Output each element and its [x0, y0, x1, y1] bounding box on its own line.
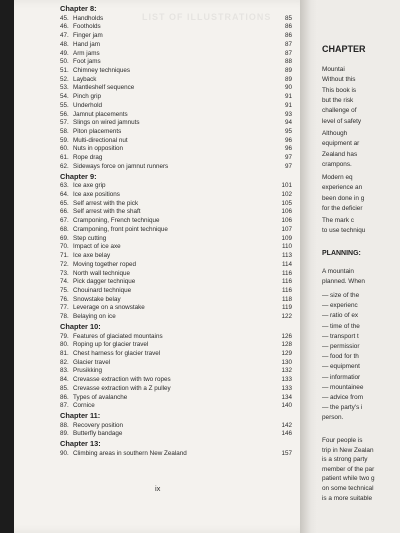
illustration-entry — [60, 402, 292, 411]
illustration-number: 61. — [60, 154, 69, 162]
illustration-entry — [60, 252, 292, 261]
illustration-page: 146 — [281, 430, 292, 438]
illustration-entry — [60, 385, 292, 394]
illustration-number: 53. — [60, 84, 69, 92]
illustration-entry — [60, 182, 292, 191]
illustration-number: 80. — [60, 341, 69, 349]
illustration-page: 129 — [281, 349, 292, 357]
illustration-title: Leverage on a snowstake — [73, 304, 145, 312]
illustration-number: 76. — [60, 295, 69, 303]
illustration-title: Layback — [73, 75, 97, 83]
illustration-entry — [60, 102, 292, 111]
illustration-page: 95 — [284, 128, 292, 136]
illustration-entry — [60, 208, 292, 217]
illustration-title: Snowstake belay — [73, 295, 121, 303]
body-text-line: Four people is — [322, 437, 363, 444]
illustration-title: Crevasse extraction with a Z pulley — [73, 384, 171, 392]
illustration-entry — [60, 23, 292, 32]
illustration-number: 69. — [60, 234, 69, 242]
body-text-line: trip in New Zealan — [322, 446, 374, 454]
illustration-number: 62. — [60, 162, 69, 170]
illustration-entry — [60, 422, 292, 431]
illustration-number: 49. — [60, 49, 69, 57]
illustration-number: 82. — [60, 358, 69, 366]
illustration-number: 67. — [60, 217, 69, 225]
illustration-title: Self arrest with the pick — [73, 199, 139, 207]
illustration-number: 83. — [60, 367, 69, 375]
illustration-number: 88. — [60, 421, 69, 429]
illustration-entry — [60, 430, 292, 439]
body-text-line: level of safety — [322, 117, 362, 125]
body-text-line: experience an — [322, 184, 363, 192]
illustration-entry — [60, 243, 292, 252]
list-item: — experienc — [322, 302, 358, 310]
body-text-line: Modern eq — [322, 174, 353, 181]
body-text-line: is a strong party — [322, 456, 368, 464]
illustration-title: Features of glaciated mountains — [73, 332, 163, 340]
illustration-entry — [60, 137, 292, 146]
illustration-title: Prusikking — [73, 367, 103, 375]
body-text-line: challenge of — [322, 107, 357, 115]
illustration-entry — [60, 191, 292, 200]
body-text-line: planned. When — [322, 278, 365, 286]
illustration-title: Sideways force on jamnut runners — [73, 162, 169, 170]
illustration-page: 86 — [284, 23, 292, 31]
book-gutter — [300, 0, 318, 533]
illustration-page: 110 — [281, 243, 292, 251]
illustration-title: Cramponing, French technique — [73, 217, 160, 225]
list-item: — mountainee — [322, 383, 364, 391]
illustration-title: Chouinard technique — [73, 286, 132, 294]
illustration-title: Climbing areas in southern New Zealand — [73, 449, 187, 457]
illustration-page: 134 — [281, 393, 292, 401]
illustration-page: 114 — [281, 260, 292, 268]
illustration-title: Recovery position — [73, 421, 124, 429]
illustration-entry — [60, 217, 292, 226]
illustration-number: 56. — [60, 110, 69, 118]
illustration-page: 142 — [281, 421, 292, 429]
list-item: — size of the — [322, 292, 360, 299]
illustration-entry — [60, 128, 292, 137]
illustration-number: 51. — [60, 67, 69, 74]
illustration-title: Belaying on ice — [73, 313, 116, 321]
illustration-page: 113 — [281, 252, 292, 260]
list-item: — ratio of ex — [322, 312, 359, 320]
illustration-title: Butterfly bandage — [73, 430, 123, 438]
illustration-page: 90 — [284, 84, 292, 92]
illustration-number: 79. — [60, 332, 69, 340]
illustration-page: 118 — [281, 295, 292, 303]
illustration-number: 68. — [60, 225, 69, 233]
illustration-number: 45. — [60, 14, 69, 22]
body-text-line: on some technical — [322, 485, 374, 492]
illustration-entry — [60, 376, 292, 385]
illustration-page: 109 — [281, 234, 292, 242]
illustration-page: 91 — [284, 93, 292, 101]
illustration-entry — [60, 296, 292, 305]
body-text-line: equipment ar — [322, 140, 360, 148]
illustration-title: Step cutting — [73, 234, 107, 242]
illustration-entry — [60, 359, 292, 368]
illustration-page: 97 — [284, 162, 292, 170]
illustration-entry — [60, 41, 292, 50]
illustration-entry — [60, 394, 292, 403]
body-text-line: but the risk — [322, 96, 354, 104]
illustration-entry — [60, 145, 292, 154]
illustration-entry — [60, 15, 292, 24]
illustration-entry — [60, 67, 292, 76]
illustration-page: 107 — [281, 225, 292, 233]
illustration-page: 157 — [281, 449, 292, 457]
illustration-page: 87 — [284, 49, 292, 57]
illustration-number: 87. — [60, 402, 69, 410]
body-text-line: This book is — [322, 86, 357, 94]
illustration-entry — [60, 84, 292, 93]
illustration-number: 89. — [60, 430, 69, 438]
illustration-entry — [60, 341, 292, 350]
illustration-entry — [60, 261, 292, 270]
illustration-page: 116 — [281, 278, 292, 286]
illustration-title: Jamnut placements — [73, 110, 128, 118]
illustration-page: 101 — [281, 182, 292, 190]
illustration-title: Hand jam — [73, 40, 100, 48]
illustration-title: Slings on wired jamnuts — [73, 119, 140, 127]
illustration-page: 122 — [281, 313, 292, 321]
illustration-entry — [60, 58, 292, 67]
list-item: — informatior — [322, 373, 361, 381]
body-text-line: Without this — [322, 76, 356, 84]
illustration-title: Ice axe grip — [73, 182, 106, 190]
illustration-title: Finger jam — [73, 32, 103, 40]
illustration-page: 116 — [281, 286, 292, 294]
chapter-heading: CHAPTER — [322, 44, 366, 54]
illustration-number: 55. — [60, 101, 69, 109]
illustration-entry — [60, 235, 292, 244]
illustration-title: North wall technique — [73, 269, 131, 277]
chapter-heading: Chapter 8: — [60, 4, 97, 13]
illustration-entry — [60, 154, 292, 163]
illustration-title: Glacier travel — [73, 358, 111, 366]
illustration-page: 105 — [281, 199, 292, 207]
list-item: — transport t — [322, 332, 359, 340]
illustration-title: Piton placements — [73, 128, 122, 136]
illustration-page: 132 — [281, 367, 292, 375]
illustration-number: 48. — [60, 40, 69, 48]
list-of-illustrations — [60, 4, 292, 459]
illustration-page: 88 — [284, 58, 292, 66]
body-text-line: patient while two g — [322, 475, 375, 483]
body-text-line: crampons. — [322, 160, 352, 168]
list-item: — advice from — [322, 394, 364, 401]
illustration-page: 86 — [284, 32, 292, 40]
body-text-line: A mountain — [322, 268, 354, 275]
illustration-entry — [60, 367, 292, 376]
illustration-title: Arm jams — [73, 49, 100, 57]
illustration-page: 140 — [281, 402, 292, 410]
illustration-title: Footholds — [73, 23, 101, 31]
illustration-number: 60. — [60, 145, 69, 153]
illustration-page: 93 — [284, 110, 292, 118]
illustration-entry — [60, 278, 292, 287]
illustration-page: 96 — [284, 145, 292, 153]
illustration-title: Moving together roped — [73, 260, 137, 268]
illustration-entry — [60, 200, 292, 209]
illustration-number: 59. — [60, 136, 69, 144]
illustration-number: 84. — [60, 376, 69, 384]
body-text-line: is a more suitable — [322, 494, 373, 502]
illustration-title: Chest harness for glacier travel — [73, 349, 161, 357]
illustration-page: 91 — [284, 101, 292, 109]
section-subheading: PLANNING: — [322, 250, 361, 257]
body-text-line: been done in g — [322, 194, 365, 202]
illustration-number: 50. — [60, 58, 69, 66]
list-item: — time of the — [322, 322, 360, 330]
illustration-page: 102 — [281, 191, 292, 199]
illustration-number: 47. — [60, 32, 69, 40]
illustration-title: Crevasse extraction with two ropes — [73, 376, 171, 384]
illustration-title: Ice axe positions — [73, 191, 120, 199]
illustration-title: Mantleshelf sequence — [73, 84, 135, 92]
illustration-title: Chimney techniques — [73, 67, 131, 74]
illustration-title: Rope drag — [73, 154, 103, 162]
right-page — [318, 0, 400, 533]
page-number: ix — [155, 484, 161, 493]
illustration-number: 86. — [60, 393, 69, 401]
illustration-number: 81. — [60, 349, 69, 357]
list-item: person. — [322, 414, 344, 422]
ghost-heading: LIST OF ILLUSTRATIONS — [142, 12, 272, 22]
chapter-heading: Chapter 9: — [60, 171, 97, 181]
left-page — [14, 0, 314, 533]
illustration-number: 65. — [60, 199, 69, 207]
illustration-page: 133 — [281, 376, 292, 384]
illustration-number: 52. — [60, 75, 69, 83]
list-item: — the party's i — [322, 404, 363, 412]
illustration-page: 89 — [284, 75, 292, 83]
illustration-title: Multi-directional nut — [73, 136, 128, 144]
illustration-number: 70. — [60, 243, 69, 251]
illustration-number: 58. — [60, 128, 69, 136]
illustration-number: 90. — [60, 449, 69, 457]
illustration-entry — [60, 76, 292, 85]
illustration-page: 119 — [281, 304, 292, 312]
illustration-title: Impact of ice axe — [73, 243, 121, 251]
illustration-title: Roping up for glacier travel — [73, 341, 149, 349]
illustration-entry — [60, 287, 292, 296]
illustration-number: 74. — [60, 278, 69, 286]
illustration-entry — [60, 93, 292, 102]
illustration-number: 77. — [60, 304, 69, 312]
illustration-number: 71. — [60, 252, 69, 260]
illustration-entry — [60, 32, 292, 41]
illustration-number: 73. — [60, 269, 69, 277]
illustration-title: Pick dagger technique — [73, 278, 136, 286]
illustration-number: 54. — [60, 93, 69, 101]
illustration-title: Nuts in opposition — [73, 145, 124, 153]
illustration-entry — [60, 119, 292, 128]
illustration-entry — [60, 450, 292, 459]
body-text-line: for the deficier — [322, 204, 363, 212]
body-text-line: The mark c — [322, 217, 354, 224]
illustration-page: 128 — [281, 341, 292, 349]
illustration-entry — [60, 50, 292, 59]
illustration-entry — [60, 163, 292, 172]
illustration-number: 63. — [60, 182, 69, 190]
illustration-title: Self arrest with the shaft — [73, 208, 141, 216]
illustration-number: 85. — [60, 384, 69, 392]
illustration-title: Cramponing, front point technique — [73, 225, 168, 233]
illustration-title: Cornice — [73, 402, 95, 410]
illustration-title: Pinch grip — [73, 93, 102, 101]
illustration-entry — [60, 350, 292, 359]
illustration-page: 106 — [281, 217, 292, 225]
list-item: — food for th — [322, 353, 359, 361]
illustration-page: 116 — [281, 269, 292, 277]
illustration-page: 94 — [284, 119, 292, 127]
illustration-entry — [60, 270, 292, 279]
illustration-page: 96 — [284, 136, 292, 144]
illustration-entry — [60, 111, 292, 120]
illustration-page: 97 — [284, 154, 292, 162]
illustration-page: 106 — [281, 208, 292, 216]
body-text-line: Mountai — [322, 66, 345, 73]
list-item: — equipment — [322, 363, 360, 371]
illustration-page: 133 — [281, 384, 292, 392]
list-item: — permissior — [322, 343, 360, 350]
illustration-entry — [60, 313, 292, 322]
illustration-number: 66. — [60, 208, 69, 216]
illustration-title: Types of avalanche — [73, 393, 128, 401]
illustration-page: 126 — [281, 332, 292, 340]
illustration-number: 64. — [60, 191, 69, 199]
chapter-heading: Chapter 11: — [60, 410, 101, 420]
illustration-number: 75. — [60, 286, 69, 294]
illustration-page: 85 — [284, 14, 292, 22]
illustration-page: 87 — [284, 40, 292, 48]
body-text-line: Although — [322, 130, 348, 137]
illustration-title: Foot jams — [73, 58, 101, 66]
illustration-title: Ice axe belay — [73, 252, 111, 260]
body-text-line: member of the par — [322, 465, 375, 473]
illustration-title: Underhold — [73, 101, 103, 109]
chapter-heading: Chapter 13: — [60, 439, 101, 449]
illustration-page: 89 — [284, 67, 292, 74]
illustration-number: 46. — [60, 23, 69, 31]
illustration-title: Handholds — [73, 14, 104, 22]
illustration-page: 130 — [281, 358, 292, 366]
illustration-entry — [60, 333, 292, 342]
body-text-line: Zealand has — [322, 150, 358, 158]
illustration-entry — [60, 304, 292, 313]
body-text-line: to use techniqu — [322, 227, 366, 235]
illustration-entry — [60, 226, 292, 235]
illustration-number: 72. — [60, 260, 69, 268]
chapter-heading: Chapter 10: — [60, 321, 101, 331]
illustration-number: 57. — [60, 119, 69, 127]
illustration-number: 78. — [60, 313, 69, 321]
